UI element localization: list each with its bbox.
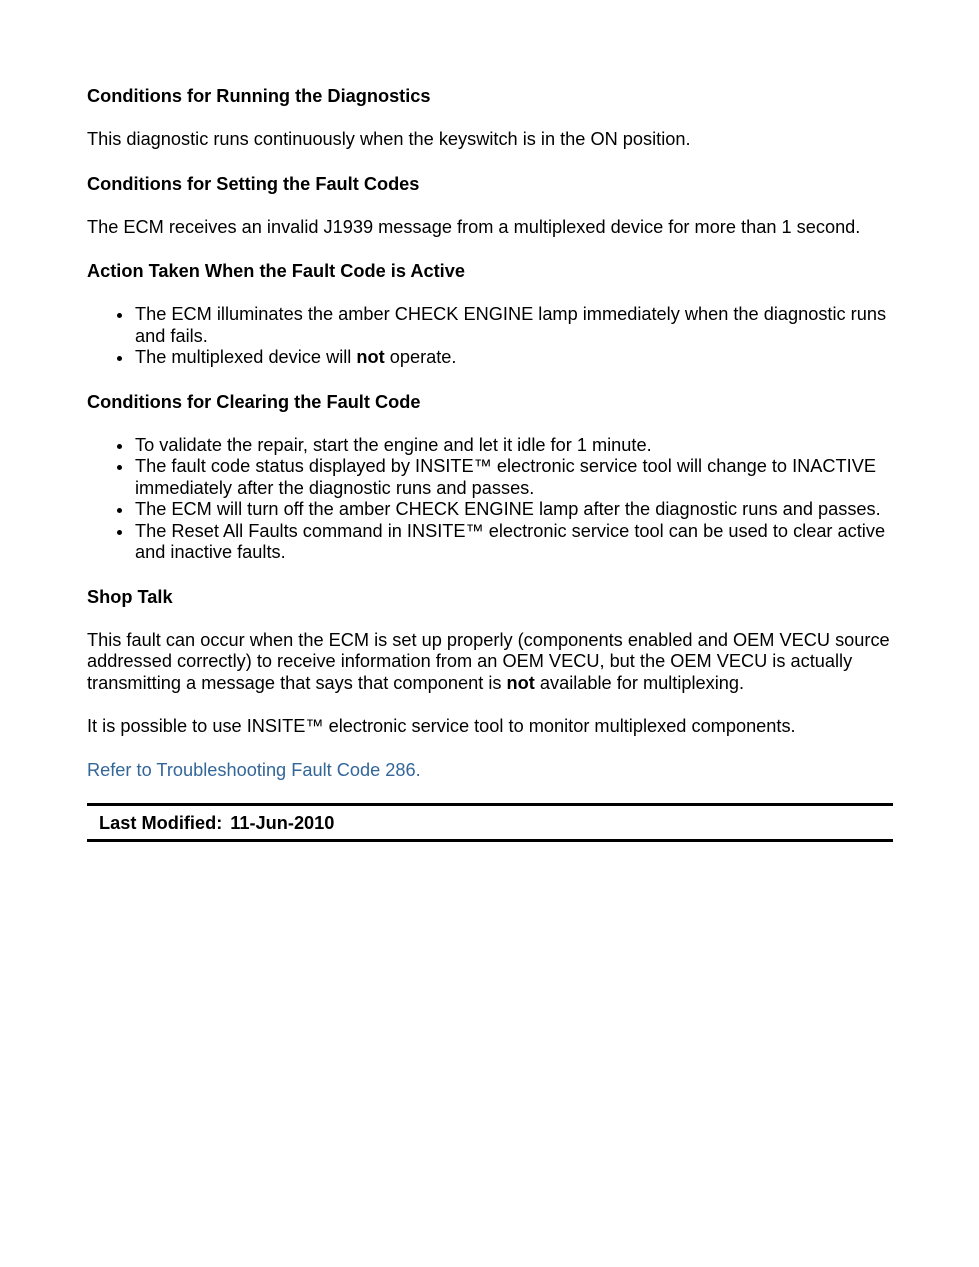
list-item: To validate the repair, start the engine and let it idle for 1 minute. [135,435,893,457]
list-item: The Reset All Faults command in INSITE™ electronic service tool can be used to clear active and inactive faults. [135,521,893,564]
shoptalk-p1-post: available for multiplexing. [534,672,745,693]
running-text: This diagnostic runs continuously when the keyswitch is in the ON position. [87,129,691,149]
last-modified-label: Last Modified: [99,813,223,833]
shoptalk-heading: Shop Talk [87,586,173,607]
last-modified-date: 11-Jun-2010 [230,813,335,833]
list-item: The fault code status displayed by INSITE™ electronic service tool will change to INACTIVE immediately after the diagnostic runs and passes. [135,456,893,499]
clearing-list [87,435,893,564]
shoptalk-paragraph-2: It is possible to use INSITE™ electronic service tool to monitor multiplexed components. [87,716,796,736]
shoptalk-paragraph-1 [87,630,893,695]
action-item2-pre: The multiplexed device will [135,347,357,367]
list-item: The ECM illuminates the amber CHECK ENGINE lamp immediately when the diagnostic runs and fails. [135,304,893,347]
running-heading: Conditions for Running the Diagnostics [87,86,431,106]
clearing-heading: Conditions for Clearing the Fault Code [87,391,421,412]
document-body [87,85,893,842]
last-modified-bar [87,803,893,842]
setting-heading: Conditions for Setting the Fault Codes [87,173,420,194]
list-item [135,347,893,369]
action-list [87,304,893,369]
action-item2-post: operate. [384,347,457,367]
shoptalk-p1-pre: This fault can occur when the ECM is set up properly (components enabled and OEM VECU source addressed correctly) to receive information from an OEM VECU, but the OEM VECU is actually transmitting a message that says that component is [87,629,890,693]
action-item2-bold: not [356,347,385,367]
reference-paragraph [87,760,893,782]
list-item: The ECM will turn off the amber CHECK ENGINE lamp after the diagnostic runs and passes. [135,499,893,521]
troubleshooting-link[interactable]: Refer to Troubleshooting Fault Code 286. [87,759,421,780]
setting-text: The ECM receives an invalid J1939 message from a multiplexed device for more than 1 second. [87,216,861,237]
action-heading: Action Taken When the Fault Code is Active [87,261,465,281]
shoptalk-p1-bold: not [506,672,535,693]
